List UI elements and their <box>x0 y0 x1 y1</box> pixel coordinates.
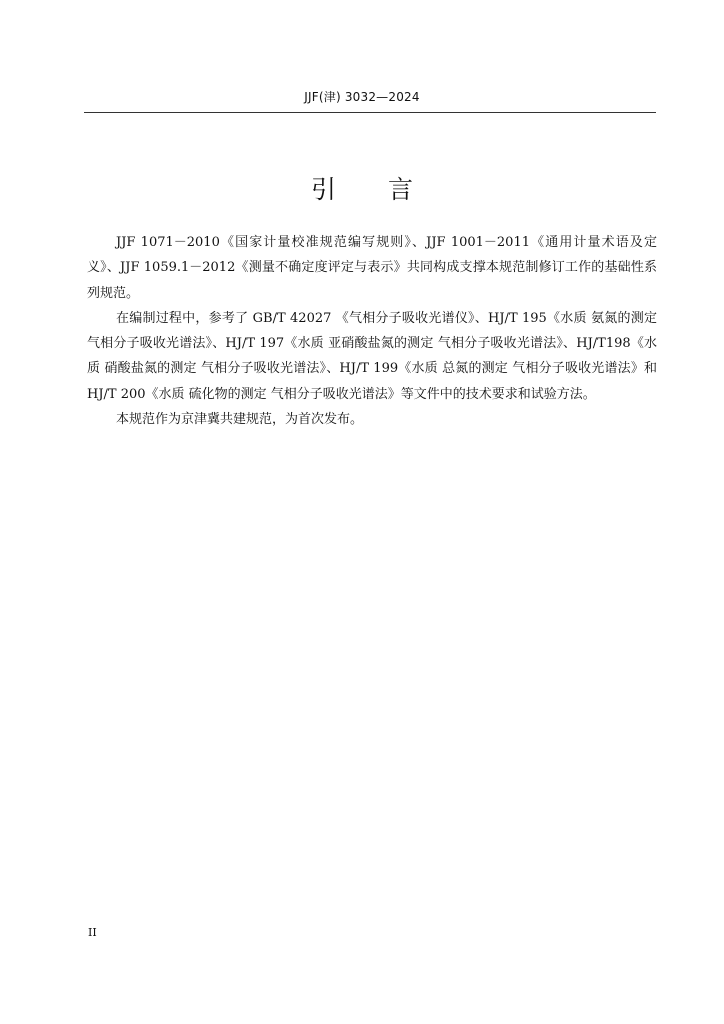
page-number: II <box>88 926 97 939</box>
document-code-header: JJF(津) 3032—2024 <box>304 90 420 104</box>
paragraph-release: 本规范作为京津冀共建规范，为首次发布。 <box>116 412 364 428</box>
body-text <box>87 230 657 432</box>
header-divider <box>84 112 656 113</box>
section-title: 引言 <box>310 175 465 204</box>
paragraph-references: JJF 1071－2010《国家计量校准规范编写规则》、JJF 1001－2011《通用计量术语及定义》、JJF 1059.1－2012《测量不确定度评定与表示》共同构成支撑本规范制修订工作的基础性系列规范。 <box>87 235 657 301</box>
paragraph-compilation: 在编制过程中，参考了 GB/T 42027 《气相分子吸收光谱仪》、HJ/T 195《水质 氨氮的测定 气相分子吸收光谱法》、HJ/T 197《水质 亚硝酸盐氮的测定 气相分子吸收光谱法》、HJ/T198《水质 硝酸盐氮的测定 气相分子吸收光谱法》、HJ/T 199《水质 总氮的测定 气相分子吸收光谱法》和 HJ/T 200《水质 硫化物的测定 气相分子吸收光谱法》等文件中的技术要求和试验方法。 <box>87 310 657 402</box>
